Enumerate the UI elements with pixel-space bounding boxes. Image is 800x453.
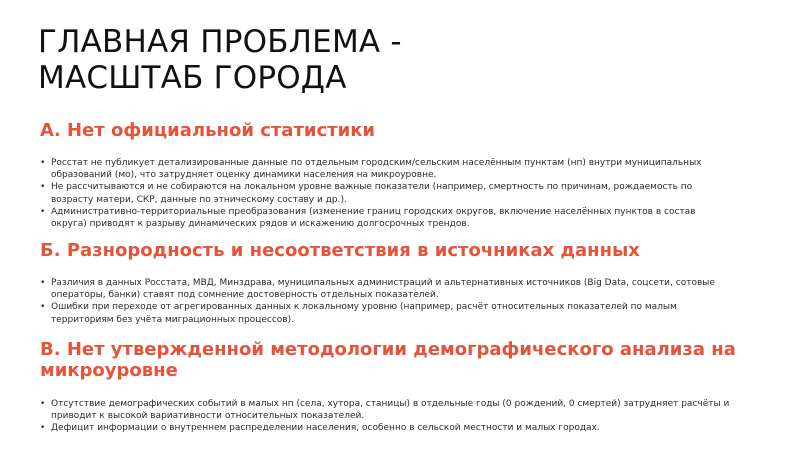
list-item: • Отсутствие демографических событий в малых нп (села, хутора, станицы) в отдельные годы (0 рождений, 0 смертей) затрудняет расчёты и приводит к высокой вариативности относительных показателей. xyxy=(40,398,730,422)
list-item: • Росстат не публикует детализированные данные по отдельным городским/сельским населённым пунктам (нп) внутри муниципальных образований (мо), что затрудняет оценку динамики населения на микроуровне. xyxy=(40,157,730,181)
title-line-1: ГЛАВНАЯ ПРОБЛЕМА - xyxy=(38,24,402,60)
section-c-bullet-list xyxy=(40,398,730,435)
list-item: • Различия в данных Росстата, МВД, Минздрава, муниципальных администраций и альтернативных источников (Big Data, соцсети, сотовые операторы, банки) ставят под сомнение достоверность отдельных показателей. xyxy=(40,277,730,301)
list-item: • Административно-территориальные преобразования (изменение границ городских округов, включение населённых пунктов в состав округа) приводят к разрыву динамических рядов и искажению долгосрочных трендов. xyxy=(40,206,730,230)
section-heading-c xyxy=(40,339,736,381)
section-a-bullet-list xyxy=(40,157,730,230)
list-item: • Не рассчитываются и не собираются на локальном уровне важные показатели (например, смертность по причинам, рождаемость по возрасту матери, СКР, данные по этническому составу и др.). xyxy=(40,181,730,205)
section-heading-c-line-2: микроуровне xyxy=(40,360,178,381)
list-item: • Ошибки при переходе от агрегированных данных к локальному уровню (например, расчёт относительных показателей по малым территориям без учёта миграционных процессов). xyxy=(40,301,730,325)
section-heading-b: Б. Разнородность и несоответствия в источниках данных xyxy=(40,240,640,261)
title-line-2: МАСШТАБ ГОРОДА xyxy=(38,60,347,96)
section-b-bullet-list xyxy=(40,277,730,326)
section-heading-a: А. Нет официальной статистики xyxy=(40,120,376,141)
section-heading-c-line-1: В. Нет утвержденной методологии демографического анализа на xyxy=(40,339,736,360)
page-title xyxy=(38,24,402,96)
list-item: • Дефицит информации о внутреннем распределении населения, особенно в сельской местности и малых городах. xyxy=(40,422,730,434)
